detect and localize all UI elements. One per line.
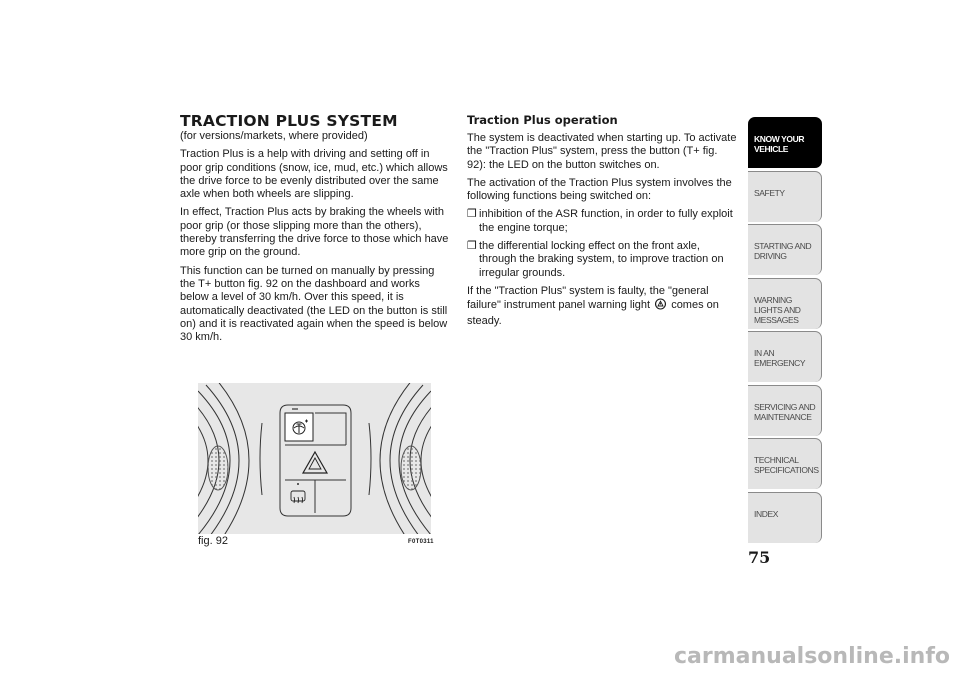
figure-caption: fig. 92: [198, 535, 228, 547]
dashboard-figure: [198, 383, 431, 534]
chapter-tabs: [748, 117, 822, 545]
checkbox-bullet-icon: ❒: [467, 208, 477, 221]
tab-safety[interactable]: SAFETY: [748, 171, 822, 222]
paragraph: The system is deactivated when starting up. To activate the "Traction Plus" system, press the button (T+ fig. 92): the LED on the button switches on.: [467, 132, 737, 171]
paragraph: In effect, Traction Plus acts by braking the wheels with poor grip (or those slipping more than the others), thereby transferring the drive force to those which have more grip on the ground.: [180, 206, 449, 259]
paragraph: Traction Plus is a help with driving and setting off in poor grip conditions (snow, ice, mud, etc.) which allows the drive force to be evenly distributed over the same axle when both wheels are slipping.: [180, 148, 448, 201]
tab-servicing-and-maintenance[interactable]: SERVICING AND MAINTENANCE: [748, 385, 822, 436]
list-item-text: the differential locking effect on the front axle, through the braking system, to improve traction on irregular grounds.: [479, 240, 724, 279]
subsection-heading: Traction Plus operation: [467, 113, 618, 127]
tab-starting-and-driving[interactable]: STARTING AND DRIVING: [748, 224, 822, 275]
page-number: 75: [748, 548, 771, 567]
tab-in-an-emergency[interactable]: IN AN EMERGENCY: [748, 331, 822, 382]
paragraph: This function can be turned on manually by pressing the T+ button fig. 92 on the dashboard and works below a level of 30 km/h. Over this speed, it is automatically deactivated (the LED on the button is still on) and it is reactivated again when the speed is below 30 km/h.: [180, 264, 448, 344]
list-item-text: inhibition of the ASR function, in order to fully exploit the engine torque;: [479, 208, 733, 234]
section-subtitle: (for versions/markets, where provided): [180, 130, 368, 142]
tab-warning-lights-and-messages[interactable]: WARNING LIGHTS AND MESSAGES: [748, 278, 822, 329]
watermark: carmanualsonline.info: [674, 644, 950, 669]
list-item: [467, 240, 739, 280]
right-column: [467, 113, 739, 333]
paragraph: The activation of the Traction Plus system involves the following functions being switched on:: [467, 176, 732, 203]
paragraph-text: If the "Traction Plus" system is faulty, the "general failure" instrument panel warning light: [467, 284, 709, 312]
rear-defrost-icon: [291, 484, 305, 503]
left-column: [180, 113, 450, 349]
paragraph: [467, 285, 739, 328]
paragraph-text: comes on steady.: [467, 299, 719, 327]
list-item: [467, 208, 739, 235]
tab-know-your-vehicle[interactable]: KNOW YOUR VEHICLE: [748, 117, 822, 168]
tab-index[interactable]: INDEX: [748, 492, 822, 543]
figure-code: F0T0311: [408, 539, 434, 545]
tab-technical-specifications[interactable]: TECHNICAL SPECIFICATIONS: [748, 438, 822, 489]
general-failure-warning-icon: [654, 298, 667, 314]
hazard-warning-icon: [303, 452, 327, 473]
checkbox-bullet-icon: ❒: [467, 240, 477, 253]
section-title: TRACTION PLUS SYSTEM: [180, 112, 398, 130]
